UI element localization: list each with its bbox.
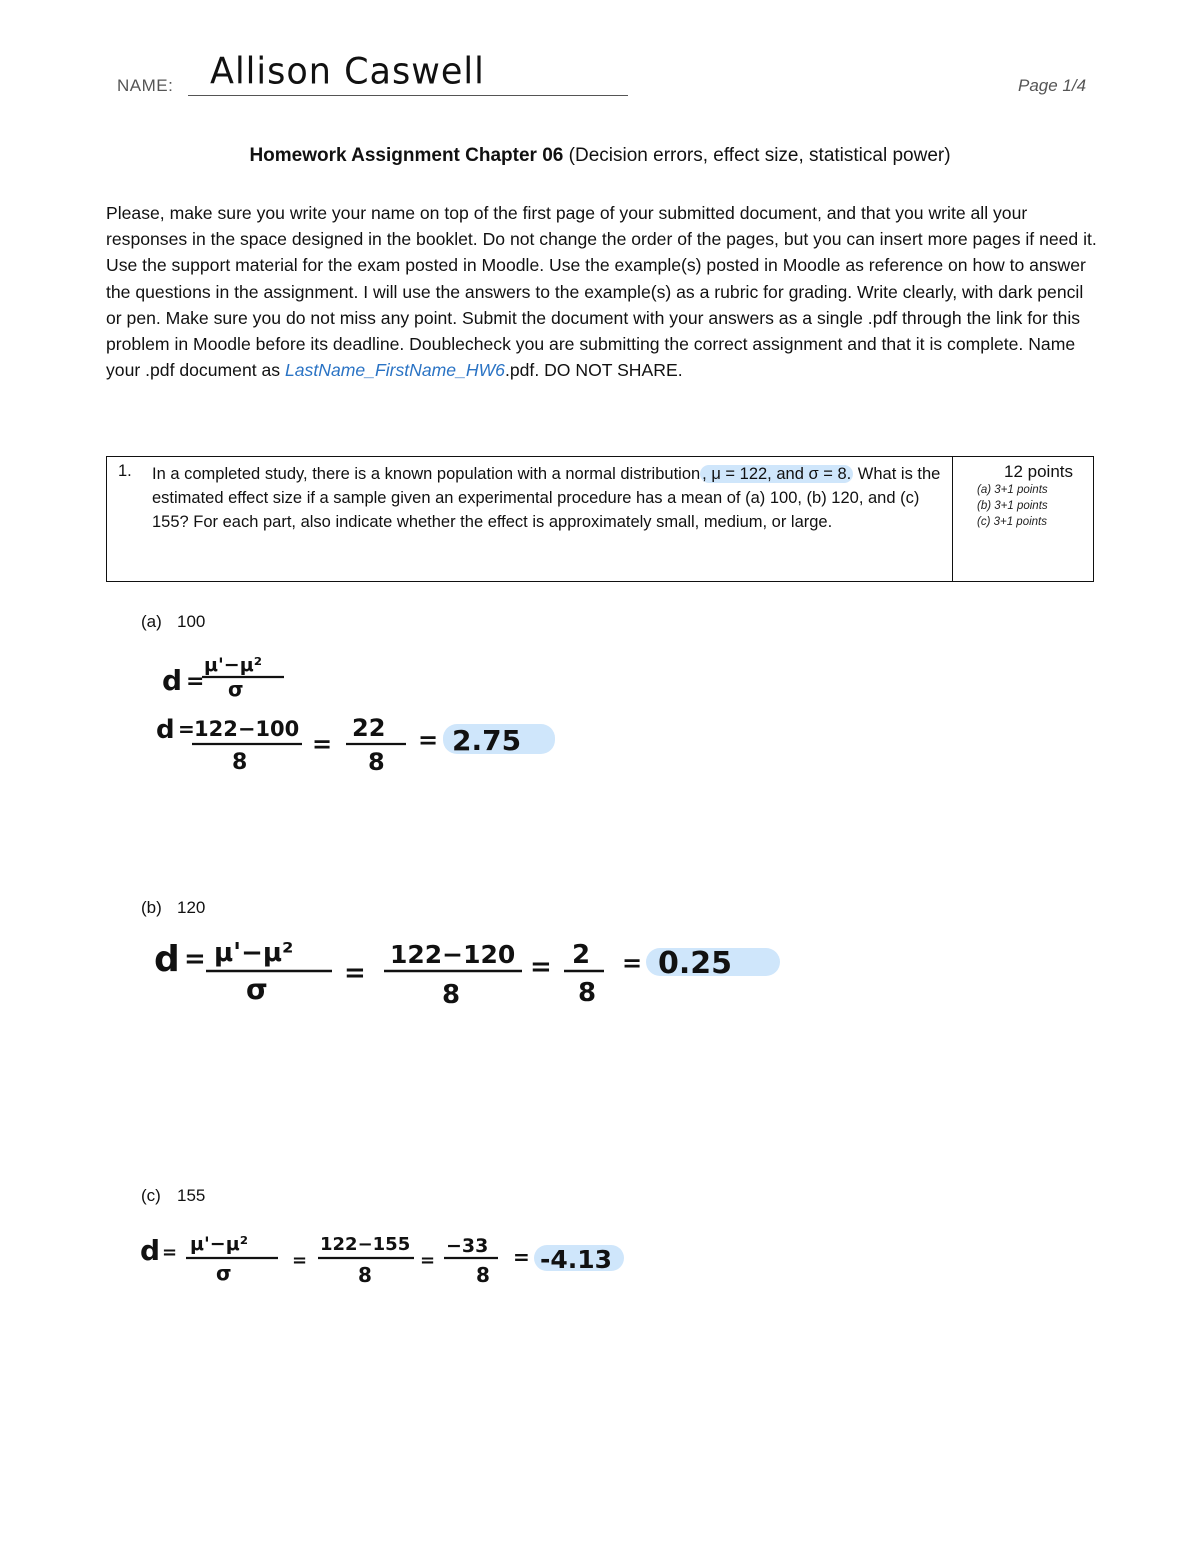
question-text-before: In a completed study, there is a known population with a normal distribution xyxy=(152,465,701,483)
instructions-paragraph xyxy=(106,200,1101,383)
part-c-handwritten-work xyxy=(138,1222,638,1292)
points-b: (b) 3+1 points xyxy=(977,500,1048,512)
title-subtitle: (Decision errors, effect size, statistical power) xyxy=(568,145,951,166)
points-a: (a) 3+1 points xyxy=(977,484,1048,496)
part-b-letter: (b) xyxy=(141,898,162,917)
part-c-d-symbol: d xyxy=(140,1234,161,1267)
part-c-formula-den: σ xyxy=(216,1261,232,1285)
title-bold: Homework Assignment Chapter 06 xyxy=(249,145,564,166)
points-title: 12 points xyxy=(1004,462,1073,481)
part-b-step1-den: 8 xyxy=(442,980,461,1010)
part-c-eq1: = xyxy=(292,1250,308,1271)
question-table-divider xyxy=(952,456,953,582)
part-a-letter: (a) xyxy=(141,612,162,631)
part-b-step1-num: 122−120 xyxy=(390,940,516,969)
part-c-step1-den: 8 xyxy=(358,1263,372,1287)
question-text-after: What is the estimated effect size if a sample given an experimental procedure has a mean of (a) 100, (b) 120, and (c) 155? For each part, also indicate whether the effect is approximately small, medium, or large. xyxy=(152,465,941,532)
part-b-eq0: = xyxy=(184,944,206,974)
student-name-signature: Allison Caswell xyxy=(210,51,485,93)
part-c-step2-den: 8 xyxy=(476,1263,490,1287)
instructions-text: Please, make sure you write your name on top of the first page of your submitted document, and that you write all your responses in the space designed in the booklet. Do not change the order of the pages, but you can insert more pages if need it. Use the support material for the exam posted in Moodle. Use the example(s) posted in Moodle as reference on how to answer the questions in the assignment. I will use the answers to the example(s) as a rubric for grading. Write clearly, with dark pencil or pen. Make sure you do not miss any point. Submit the document with your answers as a single .pdf through the link for this problem in Moodle before its deadline. Doublecheck you are submitting the correct assignment and that it is complete. Name your .pdf document as xyxy=(106,203,1097,381)
part-a-d2: d xyxy=(156,715,175,745)
part-c-label xyxy=(141,1186,213,1206)
points-c: (c) 3+1 points xyxy=(977,516,1047,528)
part-b-label xyxy=(141,898,213,918)
part-a-eq3: = xyxy=(418,726,439,754)
part-a-answer: 2.75 xyxy=(452,724,522,757)
page-number: Page 1/4 xyxy=(1018,76,1087,95)
name-label: NAME: xyxy=(117,76,174,95)
part-c-eq3: = xyxy=(513,1245,530,1269)
filename-link[interactable]: LastName_FirstName_HW6 xyxy=(284,360,505,381)
part-a-eq2: = xyxy=(312,730,333,758)
part-a-formula-den: σ xyxy=(228,677,244,701)
part-a-step2-den: 8 xyxy=(368,748,385,776)
part-b-d-symbol: d xyxy=(154,939,180,980)
part-c-eq0: = xyxy=(162,1242,178,1263)
part-b-step2-num: 2 xyxy=(572,940,591,970)
part-c-answer: -4.13 xyxy=(540,1245,613,1274)
part-b-value: 120 xyxy=(177,898,206,917)
part-b-formula-num: μ'−μ² xyxy=(214,938,294,968)
part-b-formula-den: σ xyxy=(246,973,268,1006)
part-a-eq1: = xyxy=(178,717,195,741)
part-b-eq2: = xyxy=(530,952,552,982)
part-a-handwritten-work xyxy=(140,640,580,780)
question-highlight: , μ = 122, and σ = 8. xyxy=(702,465,852,483)
part-a-formula-num: μ'−μ² xyxy=(204,654,263,676)
part-c-step2-num: −33 xyxy=(446,1235,489,1257)
part-a-step1-den: 8 xyxy=(232,750,248,775)
part-c-eq2: = xyxy=(420,1250,436,1271)
part-b-eq3: = xyxy=(622,949,643,977)
part-c-formula-num: μ'−μ² xyxy=(190,1233,249,1255)
name-underline xyxy=(188,95,628,96)
question-text xyxy=(152,462,942,535)
part-a-step2-num: 22 xyxy=(352,714,386,742)
assignment-title xyxy=(0,145,1200,167)
part-c-letter: (c) xyxy=(141,1186,161,1205)
part-b-step2-den: 8 xyxy=(578,978,597,1008)
part-b-handwritten-work xyxy=(140,925,800,1015)
part-a-step1-num: 122−100 xyxy=(194,717,300,741)
part-c-step1-num: 122−155 xyxy=(320,1234,411,1255)
part-a-d-symbol: d xyxy=(162,664,183,697)
part-b-eq1: = xyxy=(344,958,366,988)
part-a-label xyxy=(141,612,213,632)
question-number: 1. xyxy=(118,462,132,480)
part-a-value: 100 xyxy=(177,612,206,631)
filename-ext: .pdf. DO NOT SHARE. xyxy=(504,360,683,381)
part-c-value: 155 xyxy=(177,1186,206,1205)
part-b-answer: 0.25 xyxy=(658,946,733,981)
part-a-eq0: = xyxy=(186,669,205,694)
